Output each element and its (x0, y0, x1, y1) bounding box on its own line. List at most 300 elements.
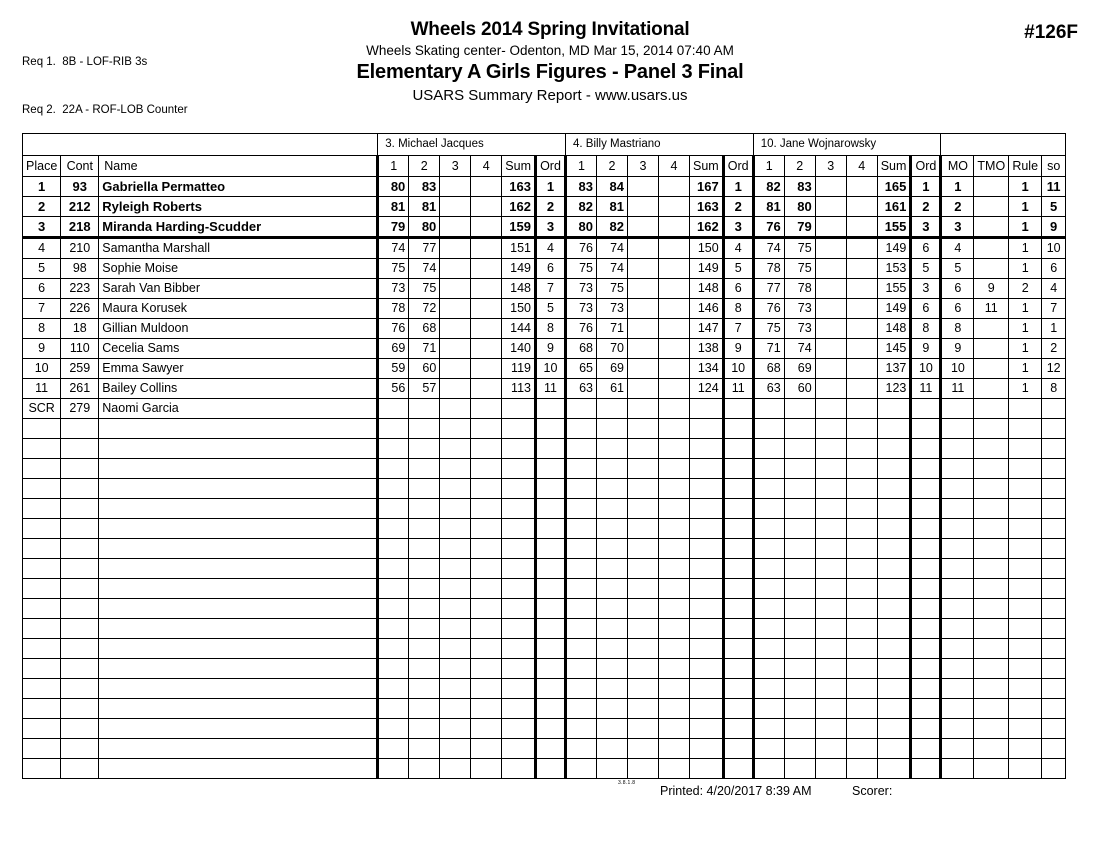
cell-p1-sum (502, 759, 536, 779)
col-header-p3-fig4: 4 (846, 156, 877, 177)
cell-so: 1 (1042, 319, 1066, 339)
cell-p3-fig3 (815, 319, 846, 339)
cell-p1-fig3 (440, 439, 471, 459)
col-header-place: Place (23, 156, 61, 177)
cell-p3-fig1 (753, 579, 784, 599)
cell-so (1042, 599, 1066, 619)
cell-p1-ord (535, 499, 565, 519)
cell-p1-fig1 (378, 679, 409, 699)
cell-mo (941, 699, 974, 719)
cell-p2-fig4 (658, 459, 689, 479)
cell-p2-fig3 (627, 259, 658, 279)
cell-p1-fig4 (471, 579, 502, 599)
cell-mo: 9 (941, 339, 974, 359)
cell-name (99, 539, 378, 559)
cell-tmo: 9 (974, 279, 1009, 299)
cell-p2-sum: 124 (689, 379, 723, 399)
cell-p2-fig4 (658, 197, 689, 217)
cell-place (23, 419, 61, 439)
cell-p1-fig2 (409, 579, 440, 599)
cell-p3-fig3 (815, 399, 846, 419)
cell-rule (1009, 439, 1042, 459)
cell-p1-ord (535, 419, 565, 439)
cell-p3-fig3 (815, 659, 846, 679)
cell-p2-fig1: 80 (565, 217, 596, 238)
cell-mo (941, 519, 974, 539)
cell-p2-fig1 (565, 419, 596, 439)
cell-p3-fig3 (815, 699, 846, 719)
cell-p2-sum (689, 419, 723, 439)
cell-p3-fig1: 63 (753, 379, 784, 399)
cell-p3-fig3 (815, 419, 846, 439)
cell-p1-fig3 (440, 759, 471, 779)
cell-cont (61, 439, 99, 459)
cell-p1-fig1: 56 (378, 379, 409, 399)
cell-p1-fig1 (378, 519, 409, 539)
cell-p1-fig2 (409, 619, 440, 639)
cell-rule (1009, 419, 1042, 439)
cell-so: 8 (1042, 379, 1066, 399)
cell-p1-fig4 (471, 279, 502, 299)
cell-mo: 1 (941, 177, 974, 197)
cell-p2-sum (689, 459, 723, 479)
cell-cont (61, 679, 99, 699)
cell-p2-fig2 (596, 559, 627, 579)
cell-p3-sum (877, 739, 911, 759)
cell-p3-sum (877, 759, 911, 779)
cell-p2-fig3 (627, 479, 658, 499)
cell-so: 6 (1042, 259, 1066, 279)
cell-mo (941, 679, 974, 699)
cell-p2-fig2 (596, 439, 627, 459)
cell-p2-fig1 (565, 399, 596, 419)
cell-p1-fig3 (440, 197, 471, 217)
cell-p3-fig2 (784, 599, 815, 619)
cell-name (99, 479, 378, 499)
cell-p2-fig2 (596, 639, 627, 659)
cell-p3-fig1: 75 (753, 319, 784, 339)
cell-mo (941, 419, 974, 439)
cell-p1-fig2: 60 (409, 359, 440, 379)
table-row-empty (23, 479, 1066, 499)
cell-p2-fig2: 73 (596, 299, 627, 319)
cell-p2-fig2 (596, 459, 627, 479)
col-header-mo: MO (941, 156, 974, 177)
cell-p3-fig4 (846, 619, 877, 639)
col-header-p2-sum: Sum (689, 156, 723, 177)
cell-cont: 18 (61, 319, 99, 339)
cell-p2-fig1 (565, 559, 596, 579)
cell-p3-sum (877, 519, 911, 539)
cell-p2-sum: 134 (689, 359, 723, 379)
cell-rule (1009, 399, 1042, 419)
cell-p2-fig3 (627, 659, 658, 679)
cell-p1-fig1: 78 (378, 299, 409, 319)
cell-tmo (974, 339, 1009, 359)
cell-cont: 210 (61, 238, 99, 259)
cell-p3-sum: 165 (877, 177, 911, 197)
cell-p2-fig1 (565, 699, 596, 719)
cell-p1-fig3 (440, 459, 471, 479)
cell-cont (61, 659, 99, 679)
cell-mo (941, 759, 974, 779)
cell-p1-sum: 148 (502, 279, 536, 299)
cell-p3-fig3 (815, 379, 846, 399)
cell-p3-fig2 (784, 639, 815, 659)
cell-p2-fig1: 76 (565, 238, 596, 259)
cell-name (99, 679, 378, 699)
cell-p3-fig2 (784, 419, 815, 439)
cell-mo: 4 (941, 238, 974, 259)
cell-mo (941, 719, 974, 739)
cell-mo: 3 (941, 217, 974, 238)
cell-p1-fig4 (471, 599, 502, 619)
cell-name (99, 719, 378, 739)
cell-p3-fig2: 83 (784, 177, 815, 197)
cell-p2-fig3 (627, 197, 658, 217)
cell-p2-ord (723, 519, 753, 539)
cell-p1-ord: 6 (535, 259, 565, 279)
cell-cont (61, 619, 99, 639)
cell-place (23, 599, 61, 619)
cell-p2-fig1 (565, 639, 596, 659)
cell-p3-fig1 (753, 519, 784, 539)
judge-name-1: 3. Michael Jacques (378, 134, 566, 156)
cell-p2-sum (689, 759, 723, 779)
cell-p2-fig2: 74 (596, 259, 627, 279)
cell-p1-fig2 (409, 539, 440, 559)
cell-p3-fig2: 78 (784, 279, 815, 299)
cell-mo (941, 499, 974, 519)
judge-row-spacer (23, 134, 378, 156)
cell-p3-fig1 (753, 539, 784, 559)
cell-p1-fig2 (409, 679, 440, 699)
cell-rule (1009, 619, 1042, 639)
cell-p1-fig1 (378, 439, 409, 459)
cell-p2-ord (723, 439, 753, 459)
cell-p3-fig2 (784, 699, 815, 719)
cell-p3-fig3 (815, 459, 846, 479)
cell-p2-sum: 150 (689, 238, 723, 259)
cell-p3-sum: 155 (877, 217, 911, 238)
title-block (0, 18, 1100, 107)
cell-rule: 1 (1009, 359, 1042, 379)
cell-p1-fig1 (378, 759, 409, 779)
cell-p1-fig1: 74 (378, 238, 409, 259)
cell-p3-fig3 (815, 619, 846, 639)
cell-p1-fig1 (378, 539, 409, 559)
table-row-empty (23, 719, 1066, 739)
cell-place (23, 579, 61, 599)
cell-p2-ord: 5 (723, 259, 753, 279)
cell-name: Miranda Harding-Scudder (99, 217, 378, 238)
cell-p2-fig3 (627, 739, 658, 759)
cell-p1-sum: 149 (502, 259, 536, 279)
cell-p1-sum: 151 (502, 238, 536, 259)
cell-p3-fig4 (846, 439, 877, 459)
cell-tmo (974, 379, 1009, 399)
cell-p3-fig4 (846, 238, 877, 259)
cell-cont: 261 (61, 379, 99, 399)
cell-p1-ord: 11 (535, 379, 565, 399)
cell-p2-fig3 (627, 217, 658, 238)
cell-cont: 259 (61, 359, 99, 379)
cell-p1-fig4 (471, 339, 502, 359)
cell-place (23, 699, 61, 719)
cell-p1-fig1 (378, 659, 409, 679)
cell-name: Ryleigh Roberts (99, 197, 378, 217)
venue-datetime: Wheels Skating center- Odenton, MD Mar 15, 2014 07:40 AM (366, 43, 734, 58)
cell-p2-fig4 (658, 539, 689, 559)
table-row (23, 319, 1066, 339)
cell-p2-ord (723, 579, 753, 599)
cell-p3-sum (877, 399, 911, 419)
cell-p1-fig2: 68 (409, 319, 440, 339)
col-header-p1-fig1: 1 (378, 156, 409, 177)
column-header-row (23, 156, 1066, 177)
cell-p1-fig2 (409, 499, 440, 519)
cell-p2-fig2 (596, 419, 627, 439)
cell-p1-fig3 (440, 559, 471, 579)
cell-p2-fig1 (565, 759, 596, 779)
table-row (23, 177, 1066, 197)
cell-p1-fig4 (471, 197, 502, 217)
cell-place: 4 (23, 238, 61, 259)
cell-rule (1009, 539, 1042, 559)
cell-cont (61, 459, 99, 479)
cell-p1-ord (535, 559, 565, 579)
cell-p3-fig4 (846, 299, 877, 319)
cell-p2-sum (689, 559, 723, 579)
cell-so: 4 (1042, 279, 1066, 299)
cell-p2-fig1 (565, 599, 596, 619)
cell-p1-sum (502, 619, 536, 639)
cell-rule: 2 (1009, 279, 1042, 299)
cell-mo (941, 479, 974, 499)
cell-p2-fig4 (658, 439, 689, 459)
cell-p1-fig3 (440, 579, 471, 599)
cell-so (1042, 519, 1066, 539)
cell-p1-fig4 (471, 499, 502, 519)
cell-p1-ord: 5 (535, 299, 565, 319)
col-header-p3-fig1: 1 (753, 156, 784, 177)
cell-p2-fig4 (658, 759, 689, 779)
cell-p3-fig3 (815, 439, 846, 459)
cell-p2-fig4 (658, 579, 689, 599)
cell-p1-ord (535, 599, 565, 619)
cell-p3-fig2 (784, 659, 815, 679)
cell-p3-fig4 (846, 177, 877, 197)
cell-p1-fig1 (378, 579, 409, 599)
cell-p2-fig2: 69 (596, 359, 627, 379)
cell-p1-fig1: 75 (378, 259, 409, 279)
cell-place (23, 739, 61, 759)
cell-p1-fig3 (440, 519, 471, 539)
cell-p1-ord: 1 (535, 177, 565, 197)
cell-p3-sum (877, 559, 911, 579)
cell-p3-fig1 (753, 559, 784, 579)
cell-p3-fig3 (815, 539, 846, 559)
cell-p1-fig4 (471, 319, 502, 339)
table-row-empty (23, 759, 1066, 779)
cell-p3-fig2: 74 (784, 339, 815, 359)
cell-p1-fig1 (378, 399, 409, 419)
cell-so: 10 (1042, 238, 1066, 259)
cell-name (99, 659, 378, 679)
cell-p2-fig3 (627, 759, 658, 779)
cell-p1-fig2: 77 (409, 238, 440, 259)
cell-p1-fig3 (440, 659, 471, 679)
col-header-name: Name (99, 156, 378, 177)
cell-p2-fig3 (627, 599, 658, 619)
cell-p3-sum (877, 619, 911, 639)
cell-p2-ord: 2 (723, 197, 753, 217)
cell-p2-sum (689, 499, 723, 519)
cell-p2-ord (723, 479, 753, 499)
cell-p3-sum: 137 (877, 359, 911, 379)
cell-cont: 93 (61, 177, 99, 197)
cell-p3-fig2 (784, 719, 815, 739)
cell-p1-fig1 (378, 619, 409, 639)
cell-p1-ord (535, 539, 565, 559)
cell-so (1042, 419, 1066, 439)
cell-p3-fig1: 76 (753, 299, 784, 319)
cell-p2-fig4 (658, 299, 689, 319)
cell-p2-sum (689, 599, 723, 619)
cell-p2-ord (723, 739, 753, 759)
cell-p2-fig4 (658, 279, 689, 299)
cell-p1-fig1 (378, 719, 409, 739)
cell-p3-fig3 (815, 359, 846, 379)
cell-p2-ord (723, 639, 753, 659)
table-row-empty (23, 539, 1066, 559)
cell-p2-fig2 (596, 699, 627, 719)
scorer-label: Scorer: (852, 784, 893, 798)
table-row-empty (23, 559, 1066, 579)
cell-p2-fig3 (627, 359, 658, 379)
cell-p1-ord (535, 739, 565, 759)
cell-p3-sum: 155 (877, 279, 911, 299)
cell-p2-fig2: 71 (596, 319, 627, 339)
cell-cont: 223 (61, 279, 99, 299)
cell-p3-fig4 (846, 719, 877, 739)
cell-p3-fig4 (846, 217, 877, 238)
cell-p1-ord (535, 439, 565, 459)
cell-mo (941, 639, 974, 659)
cell-p2-sum: 149 (689, 259, 723, 279)
cell-rule (1009, 559, 1042, 579)
cell-p1-fig2 (409, 599, 440, 619)
cell-tmo (974, 259, 1009, 279)
cell-p1-ord (535, 639, 565, 659)
cell-p1-fig3 (440, 339, 471, 359)
cell-p2-fig2 (596, 519, 627, 539)
cell-so: 2 (1042, 339, 1066, 359)
cell-p1-fig4 (471, 659, 502, 679)
cell-p1-fig3 (440, 359, 471, 379)
cell-place (23, 659, 61, 679)
cell-p3-ord (911, 619, 941, 639)
cell-so (1042, 719, 1066, 739)
cell-p2-fig2 (596, 739, 627, 759)
cell-p3-sum: 153 (877, 259, 911, 279)
cell-p3-fig2 (784, 579, 815, 599)
cell-p1-fig2 (409, 479, 440, 499)
cell-place: 10 (23, 359, 61, 379)
cell-tmo (974, 539, 1009, 559)
cell-p1-fig3 (440, 619, 471, 639)
cell-p2-fig2 (596, 759, 627, 779)
col-header-rule: Rule (1009, 156, 1042, 177)
cell-name (99, 459, 378, 479)
cell-p2-fig1 (565, 439, 596, 459)
cell-p2-fig2 (596, 719, 627, 739)
cell-cont: 279 (61, 399, 99, 419)
cell-p1-fig3 (440, 238, 471, 259)
col-header-p2-fig2: 2 (596, 156, 627, 177)
cell-p2-fig1 (565, 479, 596, 499)
cell-p1-fig4 (471, 759, 502, 779)
cell-p1-fig1 (378, 739, 409, 759)
col-header-p3-fig3: 3 (815, 156, 846, 177)
cell-p1-fig4 (471, 177, 502, 197)
cell-mo: 6 (941, 279, 974, 299)
cell-p1-ord: 2 (535, 197, 565, 217)
table-row-empty (23, 419, 1066, 439)
cell-p2-fig1 (565, 539, 596, 559)
cell-name (99, 739, 378, 759)
table-row-empty (23, 639, 1066, 659)
cell-p1-sum (502, 659, 536, 679)
table-row-empty (23, 579, 1066, 599)
cell-p2-ord (723, 459, 753, 479)
cell-rule: 1 (1009, 259, 1042, 279)
cell-p2-fig4 (658, 319, 689, 339)
cell-place: 1 (23, 177, 61, 197)
cell-p2-sum (689, 439, 723, 459)
cell-tmo (974, 197, 1009, 217)
cell-p1-fig2 (409, 399, 440, 419)
cell-p1-sum: 119 (502, 359, 536, 379)
cell-place: SCR (23, 399, 61, 419)
cell-p1-fig3 (440, 639, 471, 659)
cell-p2-ord (723, 599, 753, 619)
table-row (23, 359, 1066, 379)
cell-p3-fig1 (753, 619, 784, 639)
cell-tmo (974, 479, 1009, 499)
cell-mo: 6 (941, 299, 974, 319)
cell-p2-ord: 11 (723, 379, 753, 399)
cell-p3-ord (911, 639, 941, 659)
cell-p1-sum: 140 (502, 339, 536, 359)
cell-p2-fig3 (627, 299, 658, 319)
cell-name (99, 599, 378, 619)
cell-p2-fig2: 82 (596, 217, 627, 238)
cell-cont: 226 (61, 299, 99, 319)
cell-p2-ord (723, 699, 753, 719)
cell-p1-fig2: 57 (409, 379, 440, 399)
cell-p3-ord: 5 (911, 259, 941, 279)
cell-tmo (974, 419, 1009, 439)
cell-p1-ord (535, 459, 565, 479)
cell-p2-fig4 (658, 619, 689, 639)
cell-p1-fig2: 75 (409, 279, 440, 299)
cell-p2-fig1 (565, 619, 596, 639)
cell-p2-sum: 148 (689, 279, 723, 299)
cell-p3-sum (877, 699, 911, 719)
cell-p2-sum (689, 719, 723, 739)
cell-place: 9 (23, 339, 61, 359)
